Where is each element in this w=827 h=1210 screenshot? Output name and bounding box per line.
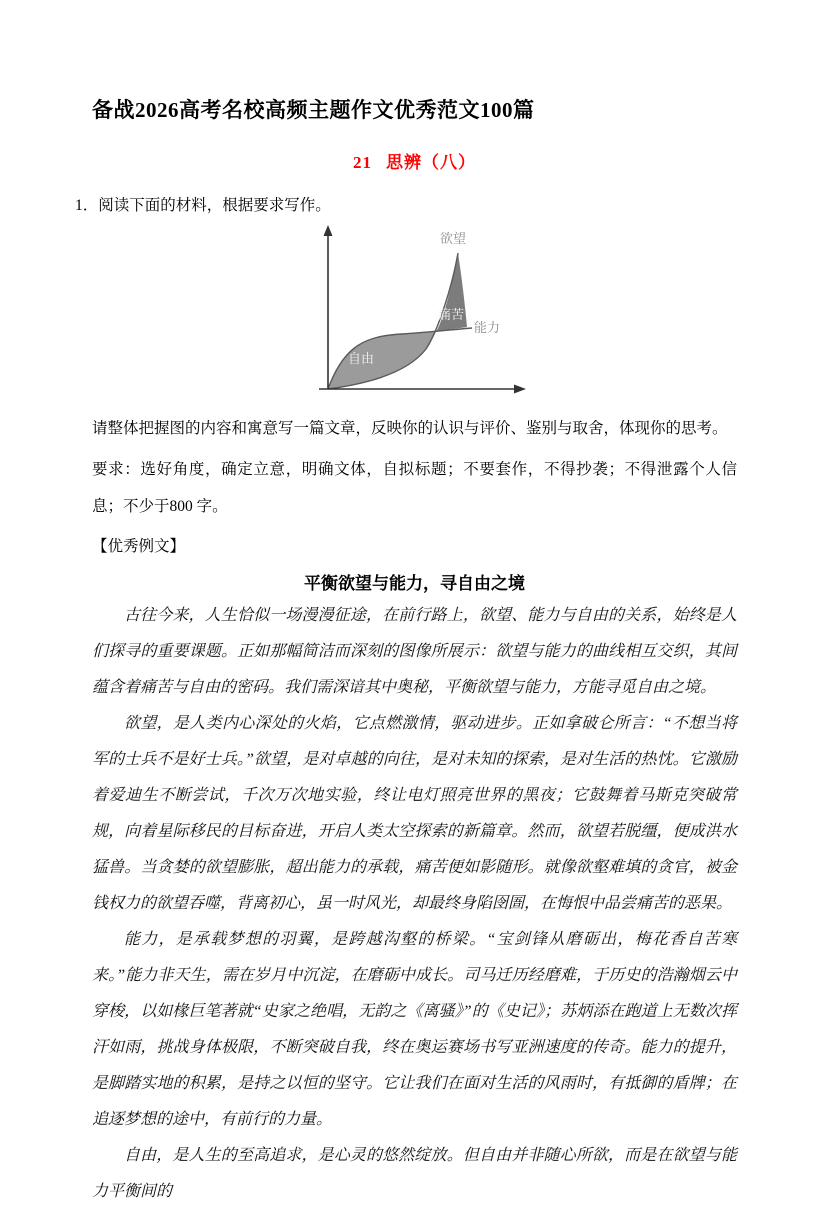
material-instruction: 请整体把握图的内容和寓意写一篇文章，反映你的认识与评价、鉴别与取舍，体现你的思考。 <box>92 420 728 437</box>
figure-label-ability: 能力 <box>473 320 500 335</box>
figure-canvas <box>314 223 544 401</box>
essay-paragraph: 自由，是人生的至高追求，是心灵的悠然绽放。但自由并非随心所欲，而是在欲望与能力平衡间的 <box>92 1147 737 1200</box>
essay-paragraph: 古往今来，人生恰似一场漫漫征途，在前行路上，欲望、能力与自由的关系，始终是人们探寻的重要课题。正如那幅简洁而深刻的图像所展示：欲望与能力的曲线相互交织，其间蕴含着痛苦与自由的密码。我们需深谙其中奥秘，平衡欲望与能力，方能寻觅自由之境。 <box>92 607 737 696</box>
essay-paragraph: 欲望，是人类内心深处的火焰，它点燃激情，驱动进步。正如拿破仑所言：“不想当将军的士兵不是好士兵。”欲望，是对卓越的向往，是对未知的探索，是对生活的热忱。它激励着爱迪生不断尝试，千次万次地实验，终让电灯照亮世界的黑夜；它鼓舞着马斯克突破常规，向着星际移民的目标奋进，开启人类太空探索的新篇章。然而，欲望若脱缰，便成洪水猛兽。当贪婪的欲望膨胀，超出能力的承载，痛苦便如影随形。就像欲壑难填的贪官，被金钱权力的欲望吞噬，背离初心，虽一时风光，却最终身陷囹圄，在悔恨中品尝痛苦的恶果。 <box>92 715 737 912</box>
x-axis-arrow-icon <box>514 385 526 394</box>
freedom-region <box>328 332 436 389</box>
essay-title: 平衡欲望与能力，寻自由之境 <box>304 574 525 593</box>
figure-label-desire: 欲望 <box>439 231 466 246</box>
document-title: 备战2026高考名校高频主题作文优秀范文100篇 <box>92 98 535 122</box>
example-essay-label: 【优秀例文】 <box>92 538 186 555</box>
desire-ability-figure <box>314 223 544 406</box>
material-requirements: 要求：选好角度，确定立意，明确文体，自拟标题；不要套作，不得抄袭；不得泄露个人信息；不少于800 字。 <box>92 461 737 515</box>
section-number: 21 <box>353 153 372 172</box>
material-intro: 1．阅读下面的材料，根据要求写作。 <box>75 197 331 214</box>
section-heading <box>92 148 737 173</box>
essay-body <box>92 598 737 1210</box>
figure-label-pain: 痛苦 <box>437 307 464 322</box>
y-axis-arrow-icon <box>323 225 332 236</box>
essay-paragraph: 能力，是承载梦想的羽翼，是跨越沟壑的桥梁。“宝剑锋从磨砺出，梅花香自苦寒来。”能力非天生，需在岁月中沉淀，在磨砺中成长。司马迁历经磨难，于历史的浩瀚烟云中穿梭，以如椽巨笔著就“史家之绝唱，无韵之《离骚》”的《史记》；苏炳添在跑道上无数次挥汗如雨，挑战身体极限，不断突破自我，终在奥运赛场书写亚洲速度的传奇。能力的提升，是脚踏实地的积累，是持之以恒的坚守。它让我们在面对生活的风雨时，有抵御的盾牌；在追逐梦想的途中，有前行的力量。 <box>92 931 737 1128</box>
section-name: 思辨（八） <box>386 153 476 172</box>
figure-label-freedom: 自由 <box>347 351 374 366</box>
